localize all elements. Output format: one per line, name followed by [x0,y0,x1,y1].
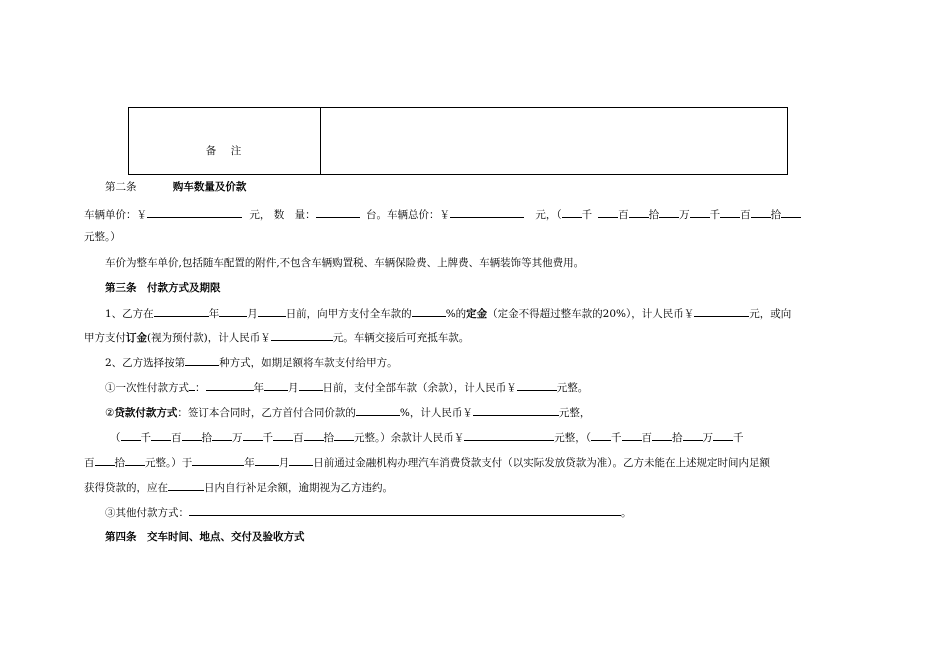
amounts-open-paren: （ [110,432,121,444]
bal-wan-blank[interactable] [683,429,703,441]
option1-year-blank[interactable] [206,379,254,391]
option3-end: 。 [621,507,632,519]
shi2-blank[interactable] [751,206,771,218]
dp-yuan-blank[interactable] [334,429,354,441]
unit-price-label: 车辆单价：￥ [84,209,147,221]
article3-title: 第三条 付款方式及期限 [105,282,221,294]
clause1-month-blank[interactable] [219,305,247,317]
quantity-blank[interactable] [316,206,360,218]
price-note: 车价为整车单价,包括随车配置的附件,不包含车辆购置税、车辆保险费、上牌费、车辆装饰等其他费用。 [105,257,585,269]
bal-qian-blank[interactable] [591,429,611,441]
clause1-percent-text: %的 [445,308,467,320]
loan-month-label: 月 [278,457,290,469]
total-price-yuan: 元，（ [535,209,562,221]
option2-marker: ② [105,407,115,419]
bal-unit-qian: 千 [611,432,622,444]
loan-text: 日前通过金融机构办理汽车消费贷款支付（以实际发放贷款为准）。乙方未能在上述规定时间内足额 [313,457,770,469]
option-loan-amounts [110,429,744,445]
unit-shi-2: 拾 [770,209,782,221]
clause1-text-d: （定金不得超过整车款的20%），计人民币￥ [487,308,695,320]
dp-unit-qian-2: 千 [262,432,273,444]
clause1-year-blank[interactable] [154,305,209,317]
article2-title: 购车数量及价款 [172,181,247,193]
dp-shi2-blank[interactable] [304,429,324,441]
clause1-text-f: 甲方支付 [84,332,126,344]
unit-bai: 百 [618,209,629,221]
deposit-amount-blank[interactable] [694,305,749,317]
deposit-percent-blank[interactable] [412,305,446,317]
option2-label: 贷款付款方式 [114,407,178,419]
bal-unit-qian-2: 千 [733,432,744,444]
option1-year-label: 年 [253,382,264,394]
down-payment-amount-blank[interactable] [473,404,559,416]
remarks-table [128,107,788,175]
unit-bai-2: 百 [740,209,751,221]
dp-wan-blank[interactable] [212,429,232,441]
month-label: 月 [247,308,258,320]
order-amount-blank[interactable] [271,329,333,341]
qian2-blank[interactable] [690,206,710,218]
order-deposit-term: 订金 [126,332,147,344]
balance-text: 元整。）余款计人民币￥ [354,432,465,444]
option-other [105,504,632,520]
loan-day-blank[interactable] [289,454,313,466]
clause1-day-blank[interactable] [258,305,286,317]
bal-shi-blank[interactable] [652,429,672,441]
bal-unit-bai: 百 [641,432,652,444]
bal-bai-blank[interactable] [622,429,642,441]
bal-qian2-blank[interactable] [713,429,733,441]
option1-month-blank[interactable] [264,379,288,391]
option-loan-date [84,454,770,470]
clause1-text-b: 日前，向甲方支付全车款的 [285,308,412,320]
quantity-label: 数 量： [273,209,316,221]
unit-price-yuan: 元， [249,209,271,221]
payment-clause-1-cont [84,329,469,345]
bal-unit-shi-2: 拾 [114,457,125,469]
option1-label: ①一次性付款方式 [105,382,189,394]
remarks-label: 备 注 [129,108,321,175]
option2-text-a: ：签订本合同时，乙方首付合同价款的 [177,407,356,419]
clause2-intro: 2、乙方选择按第 [105,357,186,369]
dp-unit-bai: 百 [171,432,182,444]
option-loan-deadline [84,479,393,495]
dp-qian2-blank[interactable] [243,429,263,441]
bai-blank[interactable] [598,206,618,218]
option-lump-sum [105,379,588,395]
bal-bai2-blank[interactable] [95,454,115,466]
total-price-label: 车辆总价：￥ [387,209,451,221]
unit-qian-2: 千 [709,209,721,221]
yuan-blank[interactable] [781,206,801,218]
option1-day-blank[interactable] [299,379,323,391]
loan-year-label: 年 [244,457,255,469]
quantity-unit: 台。 [366,209,388,221]
payment-clause-1 [105,305,791,321]
option1-colon: ： [195,382,206,394]
wan-blank[interactable] [659,206,679,218]
unit-qian: 千 [581,209,593,221]
method-number-blank[interactable] [185,354,219,366]
option3-label: ③其他付款方式： [105,507,189,519]
option2-text-c: 元整， [558,407,591,419]
payment-clause-2 [105,354,398,370]
shi-blank[interactable] [629,206,649,218]
option1-amount-blank[interactable] [517,379,557,391]
bal-yuan-blank[interactable] [125,454,145,466]
loan-month-blank[interactable] [255,454,279,466]
remarks-value[interactable] [321,108,788,175]
loan-date-intro: 元整。）于 [145,457,193,469]
dp-unit-shi-2: 拾 [323,432,334,444]
price-line [84,206,801,222]
price-line-end: 元整。） [84,231,121,243]
balance-amount-blank[interactable] [464,429,554,441]
dp-qian-blank[interactable] [121,429,141,441]
clause1-intro: 1、乙方在 [105,308,154,320]
article4-title: 第四条 交车时间、地点、交付及验收方式 [105,531,305,543]
year-label: 年 [208,308,220,320]
option-loan [105,404,590,420]
dp-bai2-blank[interactable] [273,429,293,441]
clause2-text: 种方式，如期足额将车款支付给甲方。 [219,357,398,369]
deadline-text-b: 日内自行补足余额，逾期视为乙方违约。 [204,482,393,494]
deposit-term: 定金 [466,308,488,320]
unit-wan: 万 [679,209,690,221]
option2-text-b: %，计人民币￥ [399,407,473,419]
dp-unit-shi: 拾 [201,432,212,444]
article2-heading [105,180,246,194]
unit-shi: 拾 [648,209,660,221]
dp-unit-wan: 万 [232,432,243,444]
option1-month-label: 月 [288,382,299,394]
dp-unit-qian: 千 [140,432,151,444]
clause1-text-h: 元。车辆交接后可充抵车款。 [332,332,470,344]
option1-text: 日前，支付全部车款（余款），计人民币￥ [322,382,517,394]
loan-year-blank[interactable] [192,454,244,466]
deadline-text-a: 获得贷款的，应在 [84,482,168,494]
unit-price-blank[interactable] [147,206,242,218]
clause1-text-e: 元，或向 [749,308,792,320]
dp-bai-blank[interactable] [151,429,171,441]
balance-text-e: 元整，（ [554,432,591,444]
dp-shi-blank[interactable] [182,429,202,441]
option1-end: 元整。 [556,382,589,394]
bal-unit-shi: 拾 [672,432,683,444]
total-price-blank[interactable] [450,206,524,218]
other-payment-blank[interactable] [189,504,621,516]
bal-unit-bai-2: 百 [84,457,95,469]
bal-unit-wan: 万 [702,432,713,444]
deadline-days-blank[interactable] [168,479,204,491]
bai2-blank[interactable] [720,206,740,218]
clause1-text-g: (视为预付款)，计人民币￥ [147,332,271,344]
article2-number: 第二条 [105,181,137,193]
qian-blank[interactable] [562,206,582,218]
dp-unit-bai-2: 百 [293,432,304,444]
down-payment-percent-blank[interactable] [356,404,400,416]
